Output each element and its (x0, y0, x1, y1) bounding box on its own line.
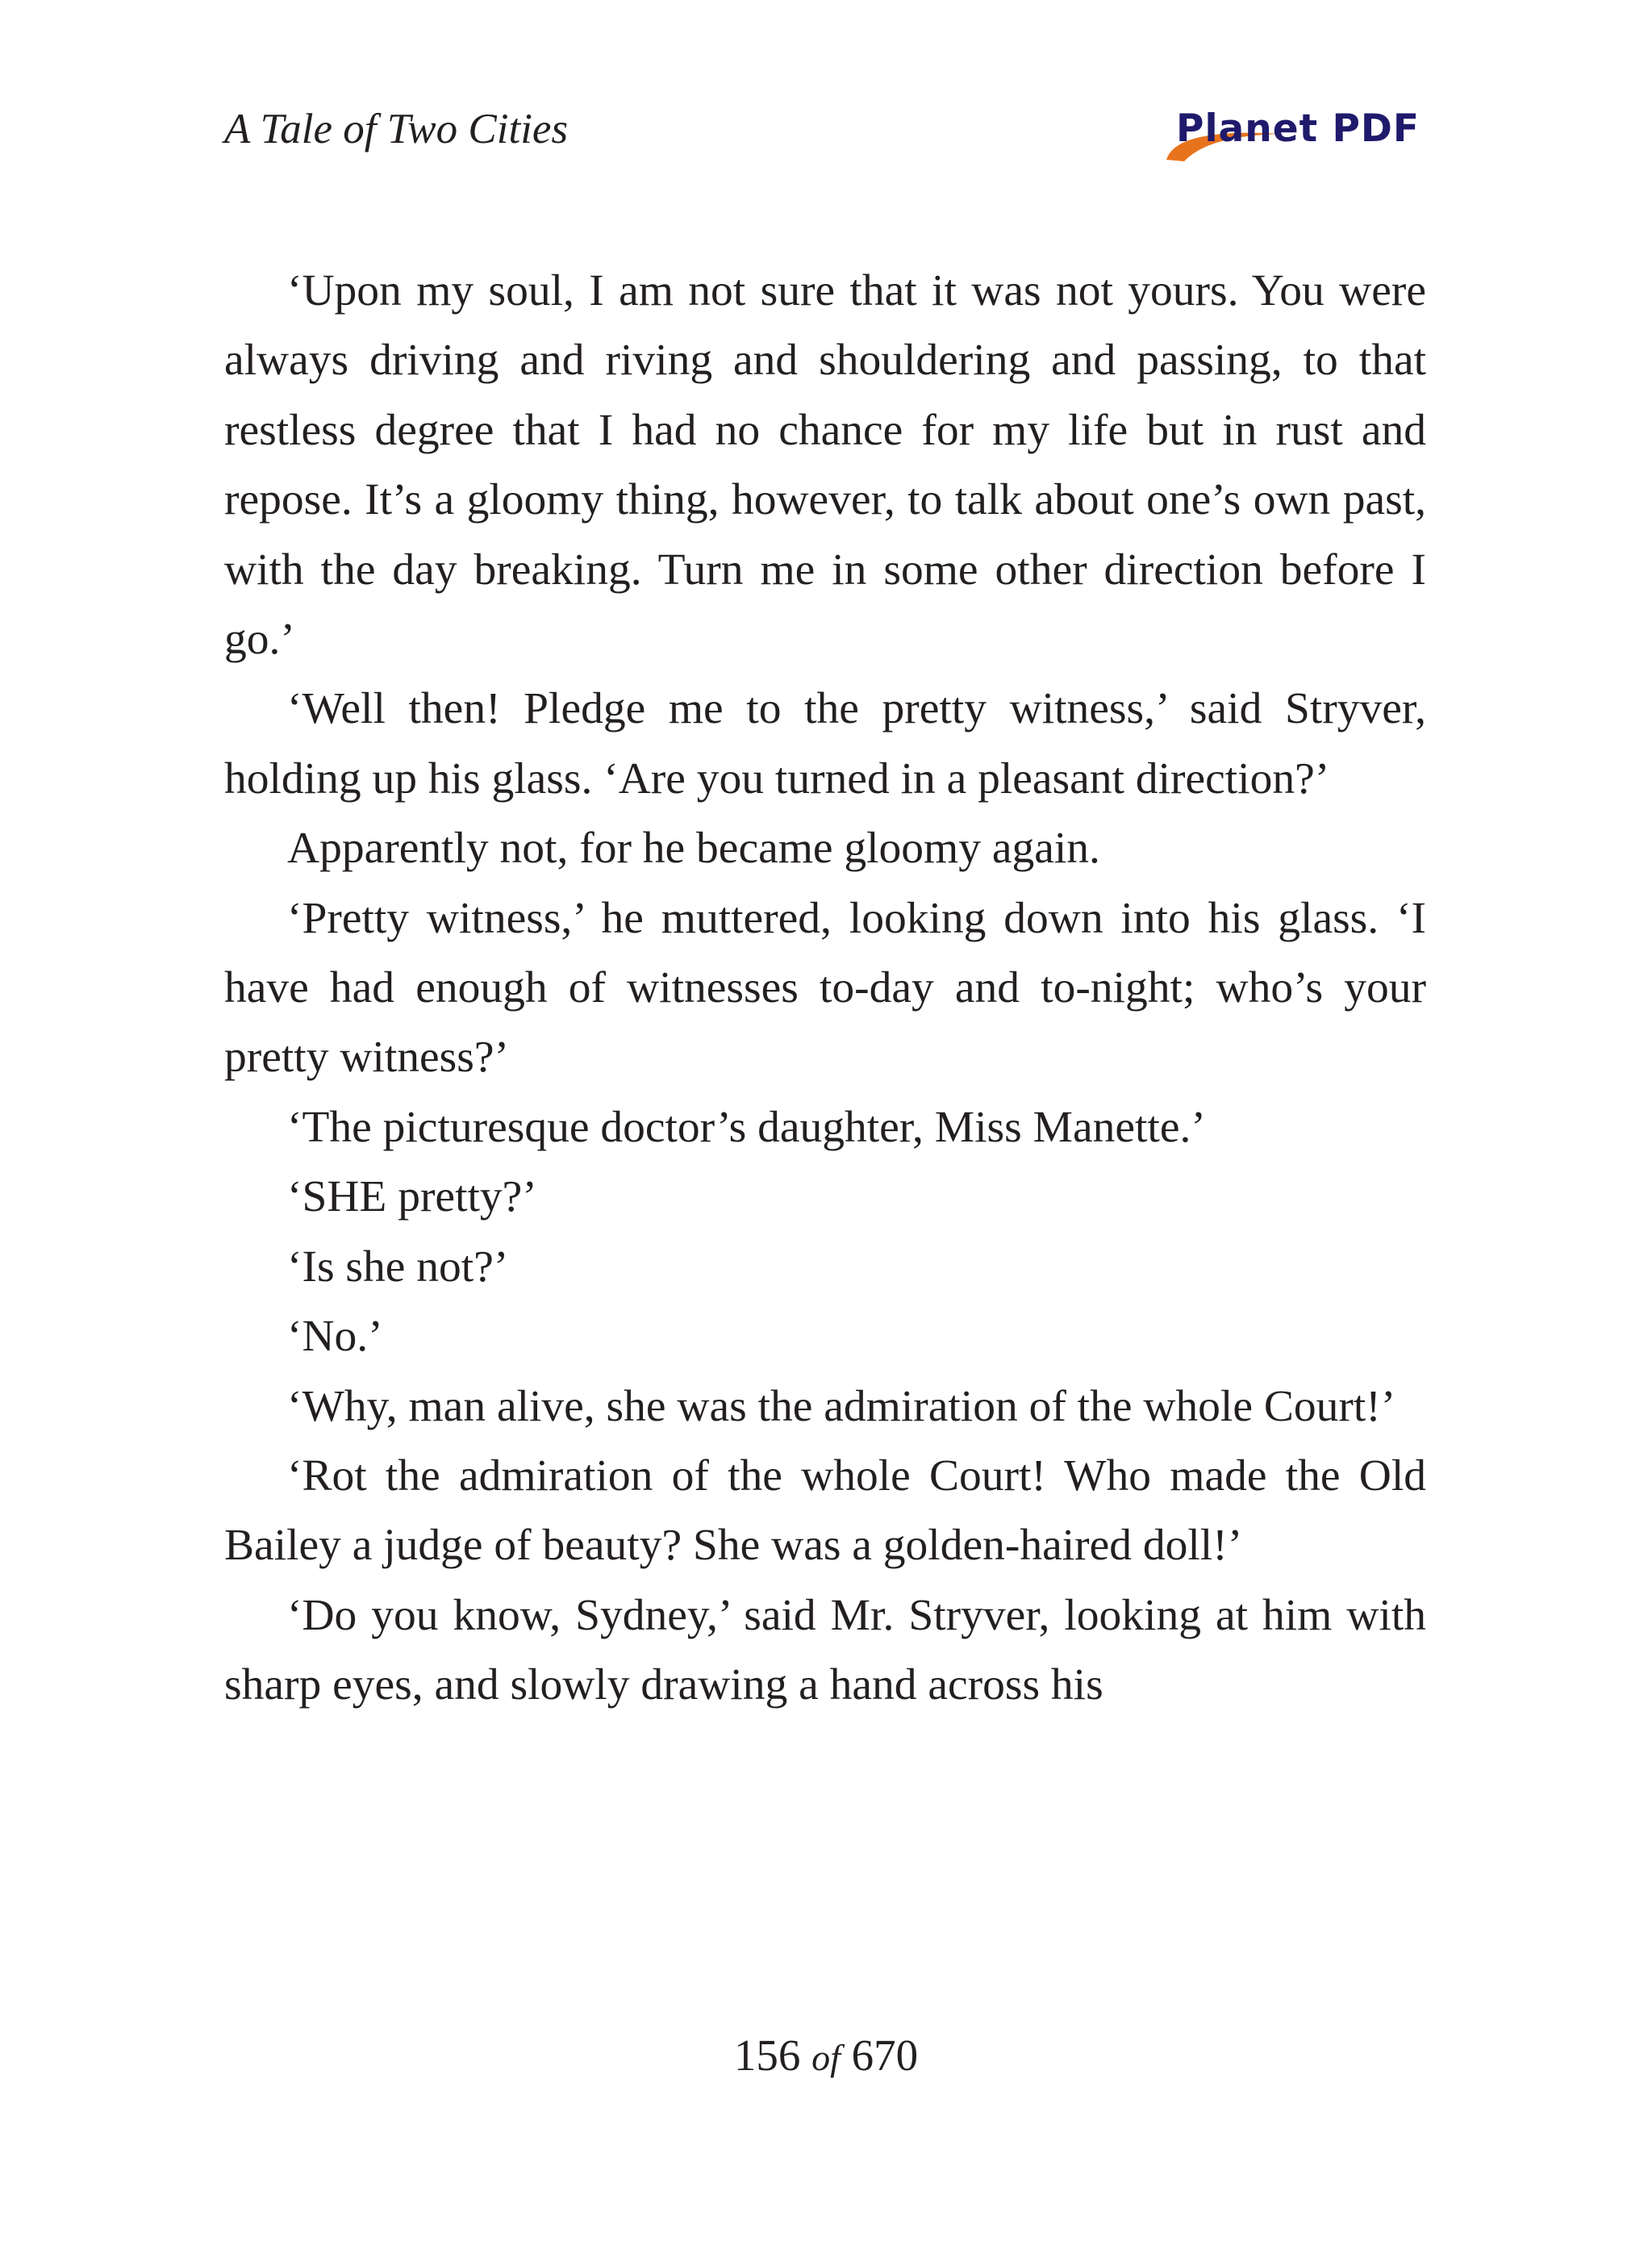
logo-text: Planet PDF (1176, 106, 1420, 151)
paragraph: ‘SHE pretty?’ (287, 1172, 537, 1222)
book-title: A Tale of Two Cities (224, 106, 569, 152)
page-body (224, 257, 1426, 1721)
page-of-label: of (811, 2037, 841, 2078)
paragraph: ‘Is she not?’ (287, 1242, 509, 1292)
paragraph: Apparently not, for he became gloomy again. (287, 824, 1100, 874)
paragraph: ‘Rot the admiration of the whole Court! Who made the Old Bailey a judge of beauty? She was a golden-haired doll!’ (224, 1450, 1426, 1571)
paragraph: ‘Why, man alive, she was the admiration of the whole Court!’ (287, 1381, 1396, 1431)
page-number (0, 2031, 1652, 2080)
planet-pdf-logo (1160, 103, 1418, 168)
current-page: 156 (733, 2031, 801, 2080)
paragraph: ‘No.’ (287, 1312, 383, 1362)
paragraph: ‘The picturesque doctor’s daughter, Miss Manette.’ (287, 1102, 1206, 1152)
page-header (224, 103, 1426, 176)
paragraph: ‘Upon my soul, I am not sure that it was not yours. You were always driving and riving and shouldering and passing, to that restless degree that I had no chance for my life but in rust and repose. It’s a gloomy thing, however, to talk about one’s own past, with the day breaking. Turn me in some other direction before I go.’ (224, 266, 1426, 665)
paragraph: ‘Pretty witness,’ he muttered, looking down into his glass. ‘I have had enough of witnesses to-day and to-night; who’s your pretty witness?’ (224, 893, 1426, 1083)
paragraph: ‘Do you know, Sydney,’ said Mr. Stryver, looking at him with sharp eyes, and slowly drawing a hand across his (224, 1590, 1426, 1710)
paragraph: ‘Well then! Pledge me to the pretty witness,’ said Stryver, holding up his glass. ‘Are you turned in a pleasant direction?’ (224, 684, 1426, 804)
total-pages: 670 (851, 2031, 919, 2080)
